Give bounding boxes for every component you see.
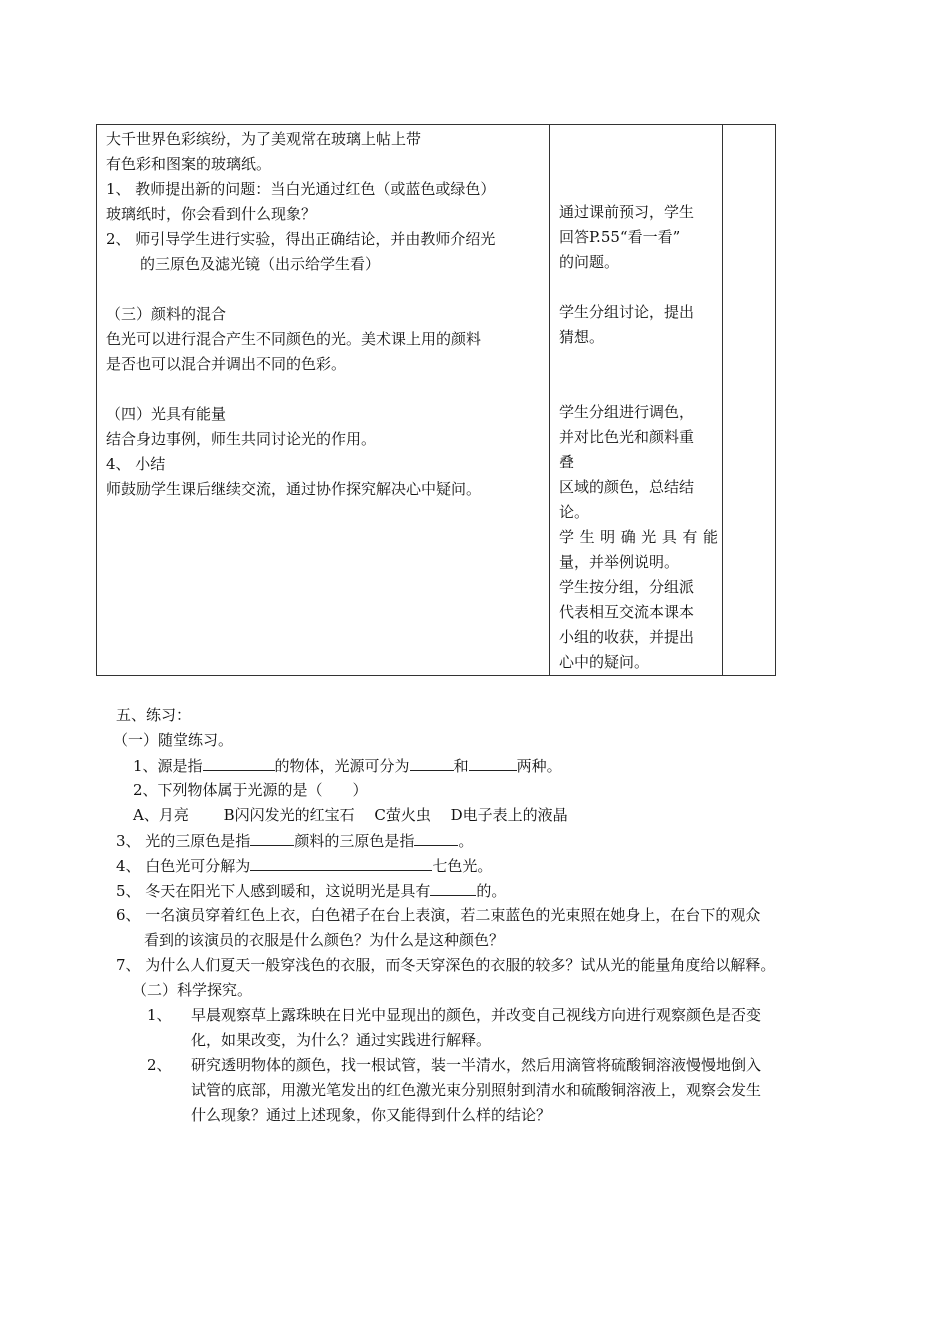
section-heading: （四）光具有能量 xyxy=(106,405,227,423)
text-line: 的问题。 xyxy=(559,253,620,271)
section-heading: （三）颜料的混合 xyxy=(106,305,227,323)
answer-blank xyxy=(430,878,476,896)
answer-blank xyxy=(410,753,454,771)
question-2: 2、下列物体属于光源的是（ ） xyxy=(133,781,368,799)
question-3: 3、 光的三原色是指 颜料的三原色是指 。 xyxy=(0,828,950,853)
question-2-options: A、月亮 B闪闪发光的红宝石 C萤火虫 D电子表上的液晶 xyxy=(133,806,568,824)
text-line: 学生按分组，分组派 xyxy=(559,578,695,596)
student-activity-cell xyxy=(550,125,723,676)
text-line: 心中的疑问。 xyxy=(559,653,650,671)
text-line: 是否也可以混合并调出不同的色彩。 xyxy=(106,355,347,373)
text-line: 有色彩和图案的玻璃纸。 xyxy=(106,155,272,173)
text-line: 学生分组进行调色， xyxy=(559,403,695,421)
exercises-section xyxy=(0,703,950,1128)
text-line: 师鼓励学生课后继续交流，通过协作探究解决心中疑问。 xyxy=(106,480,482,498)
text-line: 的三原色及滤光镜（出示给学生看） xyxy=(140,255,381,273)
inquiry-2-line: 试管的底部，用激光笔发出的红色激光束分别照射到清水和硫酸铜溶液上，观察会发生 xyxy=(191,1081,762,1099)
part-title: （一）随堂练习。 xyxy=(113,731,234,749)
text-line: 小组的收获，并提出 xyxy=(559,628,695,646)
text-line: 论。 xyxy=(559,503,590,521)
text-line: 玻璃纸时，你会看到什么现象？ xyxy=(106,205,317,223)
inquiry-1-line: 1、 早晨观察草上露珠映在日光中显现出的颜色，并改变自己视线方向进行观察颜色是否变 xyxy=(0,1003,950,1028)
text-line: 叠 xyxy=(559,453,575,471)
text-line: 代表相互交流本课本 xyxy=(559,603,695,621)
section-title: 五、练习： xyxy=(116,706,192,724)
text-line: 学生分组讨论，提出 xyxy=(559,303,695,321)
answer-blank xyxy=(250,853,432,871)
question-7: 7、 为什么人们夏天一般穿浅色的衣服，而冬天穿深色的衣服的较多？试从光的能量角度给以解释。 xyxy=(116,956,776,974)
text-line: 4、 小结 xyxy=(106,455,166,473)
question-1: 1、源是指 的物体，光源可分为 和 两种。 xyxy=(0,753,950,778)
answer-blank xyxy=(250,828,294,846)
item-number: 2、 xyxy=(147,1056,172,1074)
table-row xyxy=(97,125,776,676)
question-6-line: 看到的该演员的衣服是什么颜色？为什么是这种颜色？ xyxy=(144,931,505,949)
text-line: 1、 教师提出新的问题：当白光通过红色（或蓝色或绿色） xyxy=(106,180,496,198)
text-line: 回答P.55“看一看” xyxy=(559,228,681,246)
text-line: 猜想。 xyxy=(559,328,605,346)
text-line: 并对比色光和颜料重 xyxy=(559,428,695,446)
inquiry-2-line: 2、 研究透明物体的颜色，找一根试管，装一半清水，然后用滴管将硫酸铜溶液慢慢地倒入 xyxy=(0,1053,950,1078)
question-4: 4、 白色光可分解为 七色光。 xyxy=(0,853,950,878)
inquiry-1-line: 化，如果改变，为什么？通过实践进行解释。 xyxy=(191,1031,492,1049)
answer-blank xyxy=(414,828,458,846)
question-5: 5、 冬天在阳光下人感到暖和，这说明光是具有 的。 xyxy=(0,878,950,903)
text-line: 区域的颜色，总结结 xyxy=(559,478,695,496)
item-number: 1、 xyxy=(147,1006,172,1024)
question-6-line: 6、 一名演员穿着红色上衣，白色裙子在台上表演，若二束蓝色的光束照在她身上，在台下的观众 xyxy=(116,906,761,924)
lesson-plan-table xyxy=(96,124,776,676)
text-line: 2、 师引导学生进行实验，得出正确结论，并由教师介绍光 xyxy=(106,230,496,248)
inquiry-2-line: 什么现象？通过上述现象，你又能得到什么样的结论？ xyxy=(191,1106,552,1124)
text-line: 学生明确光具有能 xyxy=(559,528,718,546)
answer-blank xyxy=(469,753,517,771)
text-line: 大千世界色彩缤纷，为了美观常在玻璃上帖上带 xyxy=(106,130,422,148)
part-title: （二）科学探究。 xyxy=(132,981,253,999)
answer-blank xyxy=(203,753,275,771)
teacher-activity-cell xyxy=(97,125,550,676)
text-line: 通过课前预习，学生 xyxy=(559,203,695,221)
text-line: 量，并举例说明。 xyxy=(559,553,680,571)
notes-cell xyxy=(723,125,776,676)
text-line: 色光可以进行混合产生不同颜色的光。美术课上用的颜料 xyxy=(106,330,482,348)
text-line: 结合身边事例，师生共同讨论光的作用。 xyxy=(106,430,377,448)
